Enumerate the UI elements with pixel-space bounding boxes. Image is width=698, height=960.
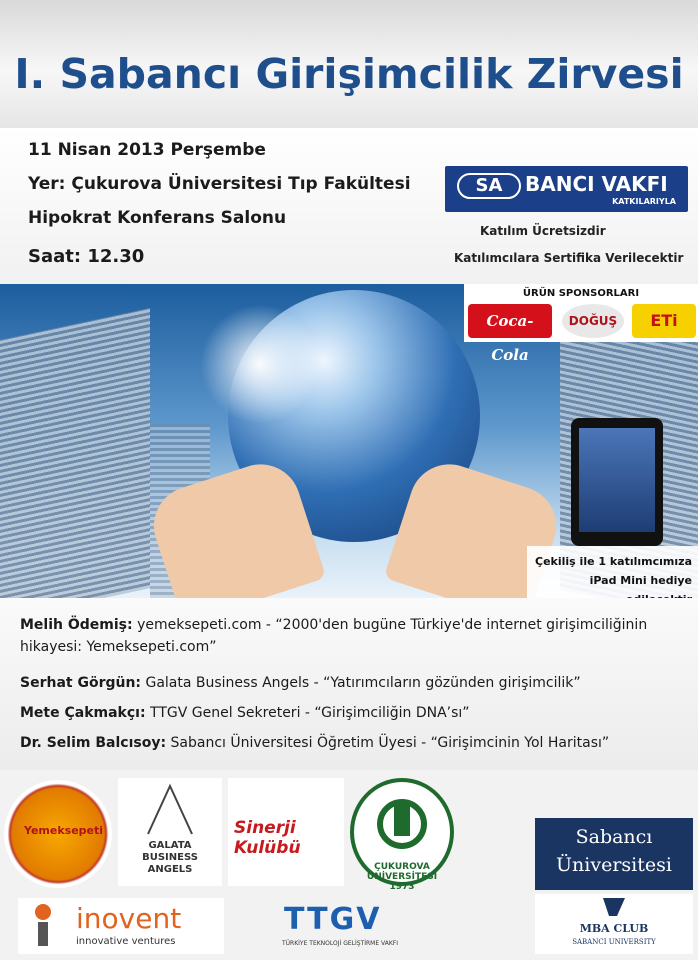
ttgv-text: TTGV	[284, 902, 382, 937]
prize-line-2: iPad Mini hediye	[589, 574, 692, 587]
cukurova-university-seal	[350, 778, 454, 892]
product-sponsors	[464, 284, 698, 364]
building-left	[0, 308, 150, 620]
ipad-mini-image	[571, 418, 663, 546]
sv-logo-sa: SA	[457, 173, 521, 199]
event-hall: Hipokrat Konferans Salonu	[28, 208, 287, 228]
sinerji-kulubu-logo	[228, 778, 344, 886]
eti-logo: ETi	[632, 304, 696, 338]
speaker-item	[20, 732, 680, 754]
sv-logo-sub: KATKILARIYLA	[612, 197, 676, 206]
speaker-name: Mete Çakmakçı:	[20, 705, 146, 721]
event-date: 11 Nisan 2013 Perşembe	[28, 140, 266, 160]
coca-cola-logo: Coca-Cola	[468, 304, 552, 338]
prize-line-1: Çekiliş ile 1 katılımcımıza	[535, 555, 692, 568]
speaker-item	[20, 672, 680, 694]
prize-caption	[527, 546, 698, 598]
mba-club-emblem-icon	[535, 894, 693, 920]
sabanci-uni-line2: Üniversitesi	[556, 854, 672, 876]
ipad-screen	[579, 428, 655, 532]
sabanci-university-logo	[535, 818, 693, 890]
yemeksepeti-logo	[4, 780, 112, 888]
header-band	[0, 0, 698, 128]
speaker-detail: Galata Business Angels - “Yatırımcıların gözünden girişimcilik”	[145, 675, 581, 691]
galata-tower-icon	[118, 778, 222, 838]
cukurova-emblem-icon	[354, 782, 450, 862]
speakers-list	[0, 598, 698, 770]
sabanci-uni-line1: Sabancı	[575, 826, 653, 848]
cukurova-text: ÇUKUROVA ÜNİVERSİTESİ 1973	[366, 862, 438, 892]
dogus-logo: DOĞUŞ	[562, 304, 624, 338]
galata-business-angels-logo	[118, 778, 222, 886]
event-time: Saat: 12.30	[28, 246, 145, 267]
speaker-name: Dr. Selim Balcısoy:	[20, 735, 167, 751]
speaker-detail: yemeksepeti.com - “2000'den bugüne Türkiye'de internet girişimciliğinin hikayesi: Yemeksepeti.com”	[20, 617, 648, 655]
partner-logos	[0, 770, 698, 960]
event-info	[0, 128, 698, 284]
ttgv-logo	[282, 902, 416, 952]
inovent-logo	[18, 898, 224, 954]
speaker-detail: TTGV Genel Sekreteri - “Girişimciliğin DNA’sı”	[150, 705, 470, 721]
galata-text: GALATA BUSINESS ANGELS	[142, 840, 198, 875]
sinerji-text: Sinerji Kulübü	[234, 818, 301, 858]
speaker-item	[20, 702, 680, 724]
speaker-item	[20, 614, 680, 658]
free-participation: Katılım Ücretsizdir	[480, 224, 606, 238]
certificate-note: Katılımcılara Sertifika Verilecektir	[454, 251, 684, 265]
speaker-name: Serhat Görgün:	[20, 675, 142, 691]
speaker-detail: Sabancı Üniversitesi Öğretim Üyesi - “Girişimcinin Yol Haritası”	[170, 735, 610, 751]
sponsors-title: ÜRÜN SPONSORLARI	[522, 288, 640, 299]
event-venue: Yer: Çukurova Üniversitesi Tıp Fakültesi	[28, 174, 411, 194]
page-title: I. Sabancı Girişimcilik Zirvesi	[14, 50, 684, 98]
inovent-person-icon	[18, 898, 68, 950]
hero-image	[0, 284, 698, 598]
mba-club-sub: SABANCI UNIVERSITY	[572, 938, 656, 946]
mba-club-text: MBA CLUB	[579, 922, 649, 935]
sabanci-vakfi-logo	[445, 166, 688, 212]
yemeksepeti-text: Yemeksepeti	[24, 824, 104, 837]
sv-logo-text: BANCI VAKFI	[525, 172, 668, 196]
speaker-name: Melih Ödemiş:	[20, 617, 133, 633]
light-glow	[200, 304, 320, 424]
inovent-tagline: innovative ventures	[76, 936, 176, 947]
ttgv-tagline: TÜRKİYE TEKNOLOJİ GELİŞTİRME VAKFI	[282, 940, 399, 947]
inovent-text: inovent	[76, 902, 182, 935]
mba-club-logo	[535, 894, 693, 954]
